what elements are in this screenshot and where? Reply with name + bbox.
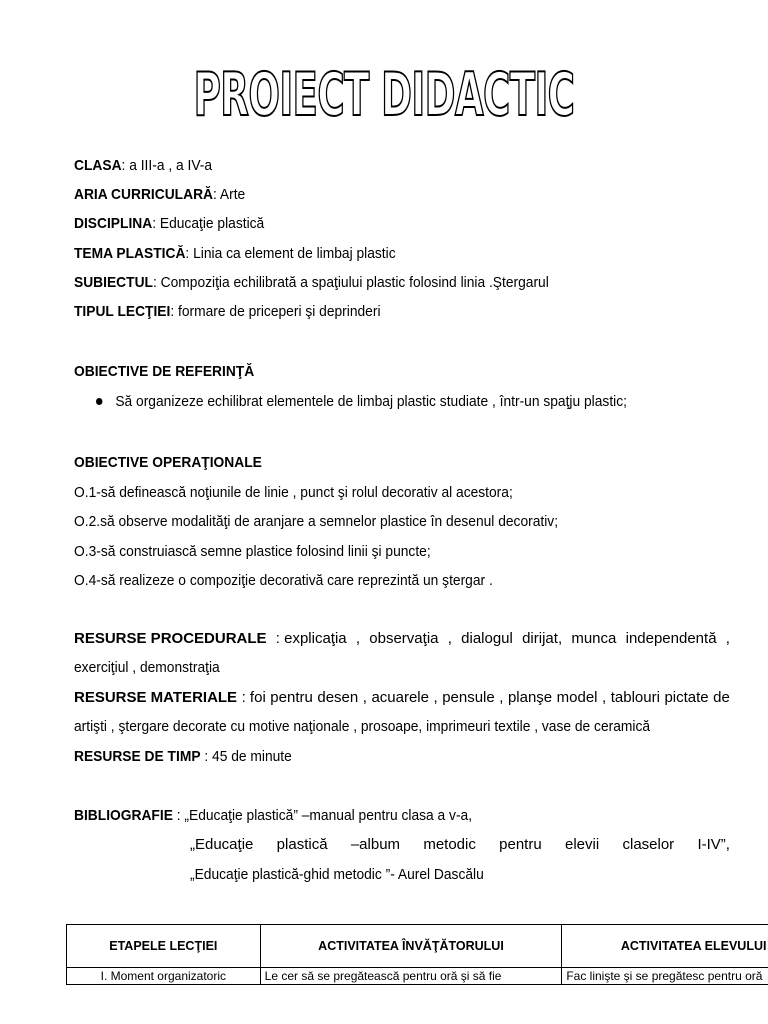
word: : foi — [241, 689, 266, 706]
resurse-materiale-line1 — [74, 688, 730, 708]
tema-line — [74, 244, 396, 264]
word: claselor — [622, 836, 675, 853]
disciplina-value: : Educaţie plastică — [152, 215, 265, 232]
word: elevii — [565, 836, 600, 853]
tipul-value: : formare de priceperi şi deprinderi — [170, 303, 381, 320]
list-item: O.2.să observe modalităţi de aranjare a semnelor plastice în desenul decorativ; — [74, 513, 559, 530]
lesson-table — [66, 924, 768, 985]
obiective-referinta-heading — [74, 362, 254, 382]
word: planşe — [507, 689, 553, 706]
word: , — [355, 630, 361, 647]
word: , — [602, 689, 607, 706]
tema-label: TEMA PLASTICĂ — [74, 245, 186, 262]
column-header: ACTIVITATEA ELEVULUI — [562, 925, 768, 968]
word: acuarele — [371, 689, 429, 706]
obiective-referinta-heading-text: OBIECTIVE DE REFERINŢĂ — [74, 363, 255, 380]
table-cell: I. Moment organizatoric — [67, 968, 261, 985]
word: de — [713, 689, 730, 706]
word: metodic — [423, 836, 476, 853]
disciplina-label: DISCIPLINA — [74, 215, 153, 232]
word: model — [556, 689, 598, 706]
word: , — [447, 630, 452, 647]
word: dirijat, — [522, 630, 563, 647]
word: „Educaţie — [190, 836, 254, 853]
word: pensule — [442, 689, 495, 706]
bibliografie-item: : „Educaţie plastică” –manual pentru clasa a v-a, — [172, 807, 473, 824]
word: , — [362, 689, 367, 706]
clasa-label: CLASA — [74, 157, 122, 174]
resurse-timp-line — [74, 747, 292, 767]
bibliografie-line3: „Educaţie plastică-ghid metodic ”- Aurel Dascălu — [190, 866, 484, 883]
list-item: O.3-să construiască semne plastice folosind linii şi puncte; — [74, 543, 431, 560]
resurse-procedurale-line2: exerciţiul , demonstraţia — [74, 659, 220, 676]
resurse-procedurale-label: RESURSE PROCEDURALE — [74, 630, 267, 647]
table-row — [67, 968, 768, 985]
table-cell: Le cer să se pregătească pentru oră şi să fie — [260, 968, 562, 985]
word: desen — [317, 689, 359, 706]
resurse-materiale-line2: artişti , ştergare decorate cu motive naţionale , prosoape, imprimeuri textile , vase de ceramică — [74, 718, 651, 735]
page-title: PROIECT DIDACTIC — [193, 60, 575, 130]
word: dialogul — [461, 630, 513, 647]
word: pentru — [270, 689, 313, 706]
resurse-timp-value: : 45 de minute — [200, 748, 292, 765]
clasa-value: : a III-a , a IV-a — [121, 157, 213, 174]
word: independentă — [625, 630, 717, 647]
bibliografie-line1 — [74, 806, 472, 826]
disciplina-line — [74, 214, 264, 234]
word: , — [725, 630, 730, 647]
aria-value: : Arte — [213, 186, 246, 203]
subiect-value: : Compoziţia echilibrată a spaţiului plastic folosind linia .Ştergarul — [152, 274, 549, 291]
word: pictate — [664, 689, 709, 706]
word: observaţia — [369, 630, 439, 647]
column-header: ACTIVITATEA ÎNVĂŢĂTORULUI — [260, 925, 562, 968]
resurse-procedurale-line1 — [74, 629, 730, 649]
word: : explicaţia — [275, 630, 347, 647]
word: tablouri — [610, 689, 660, 706]
table-header-row — [67, 925, 768, 968]
word: –album — [350, 836, 401, 853]
resurse-materiale-label: RESURSE MATERIALE — [74, 689, 238, 706]
bibliografie-line2 — [190, 835, 730, 855]
word: plastică — [276, 836, 328, 853]
list-item-text: Să organizeze echilibrat elementele de limbaj plastic studiate , într-un spaţju plastic; — [115, 393, 627, 410]
tipul-line — [74, 302, 381, 322]
tema-value: : Linia ca element de limbaj plastic — [185, 245, 396, 262]
tipul-label: TIPUL LECŢIEI — [74, 303, 171, 320]
bibliografie-label: BIBLIOGRAFIE — [74, 807, 173, 824]
list-item: O.4-să realizeze o compoziţie decorativă care reprezintă un ştergar . — [74, 572, 493, 589]
subiect-label: SUBIECTUL — [74, 274, 153, 291]
resurse-timp-label: RESURSE DE TIMP — [74, 748, 201, 765]
word: , — [499, 689, 504, 706]
table-cell: Fac linişte şi se pregătesc pentru oră — [562, 968, 768, 985]
word: , — [433, 689, 438, 706]
list-item: O.1-să definească noţiunile de linie , punct şi rolul decorativ al acestora; — [74, 484, 513, 501]
column-header: ETAPELE LECŢIEI — [67, 925, 261, 968]
bullet-icon — [96, 398, 102, 405]
aria-label: ARIA CURRICULARĂ — [74, 186, 214, 203]
obiective-operationale-heading — [74, 453, 262, 473]
clasa-line — [74, 156, 212, 176]
subiect-line — [74, 273, 549, 293]
word: munca — [571, 630, 617, 647]
aria-line — [74, 185, 245, 205]
word: I-IV”, — [697, 836, 730, 853]
list-item — [96, 392, 627, 412]
word: pentru — [499, 836, 542, 853]
obiective-operationale-heading-text: OBIECTIVE OPERAŢIONALE — [74, 454, 262, 471]
